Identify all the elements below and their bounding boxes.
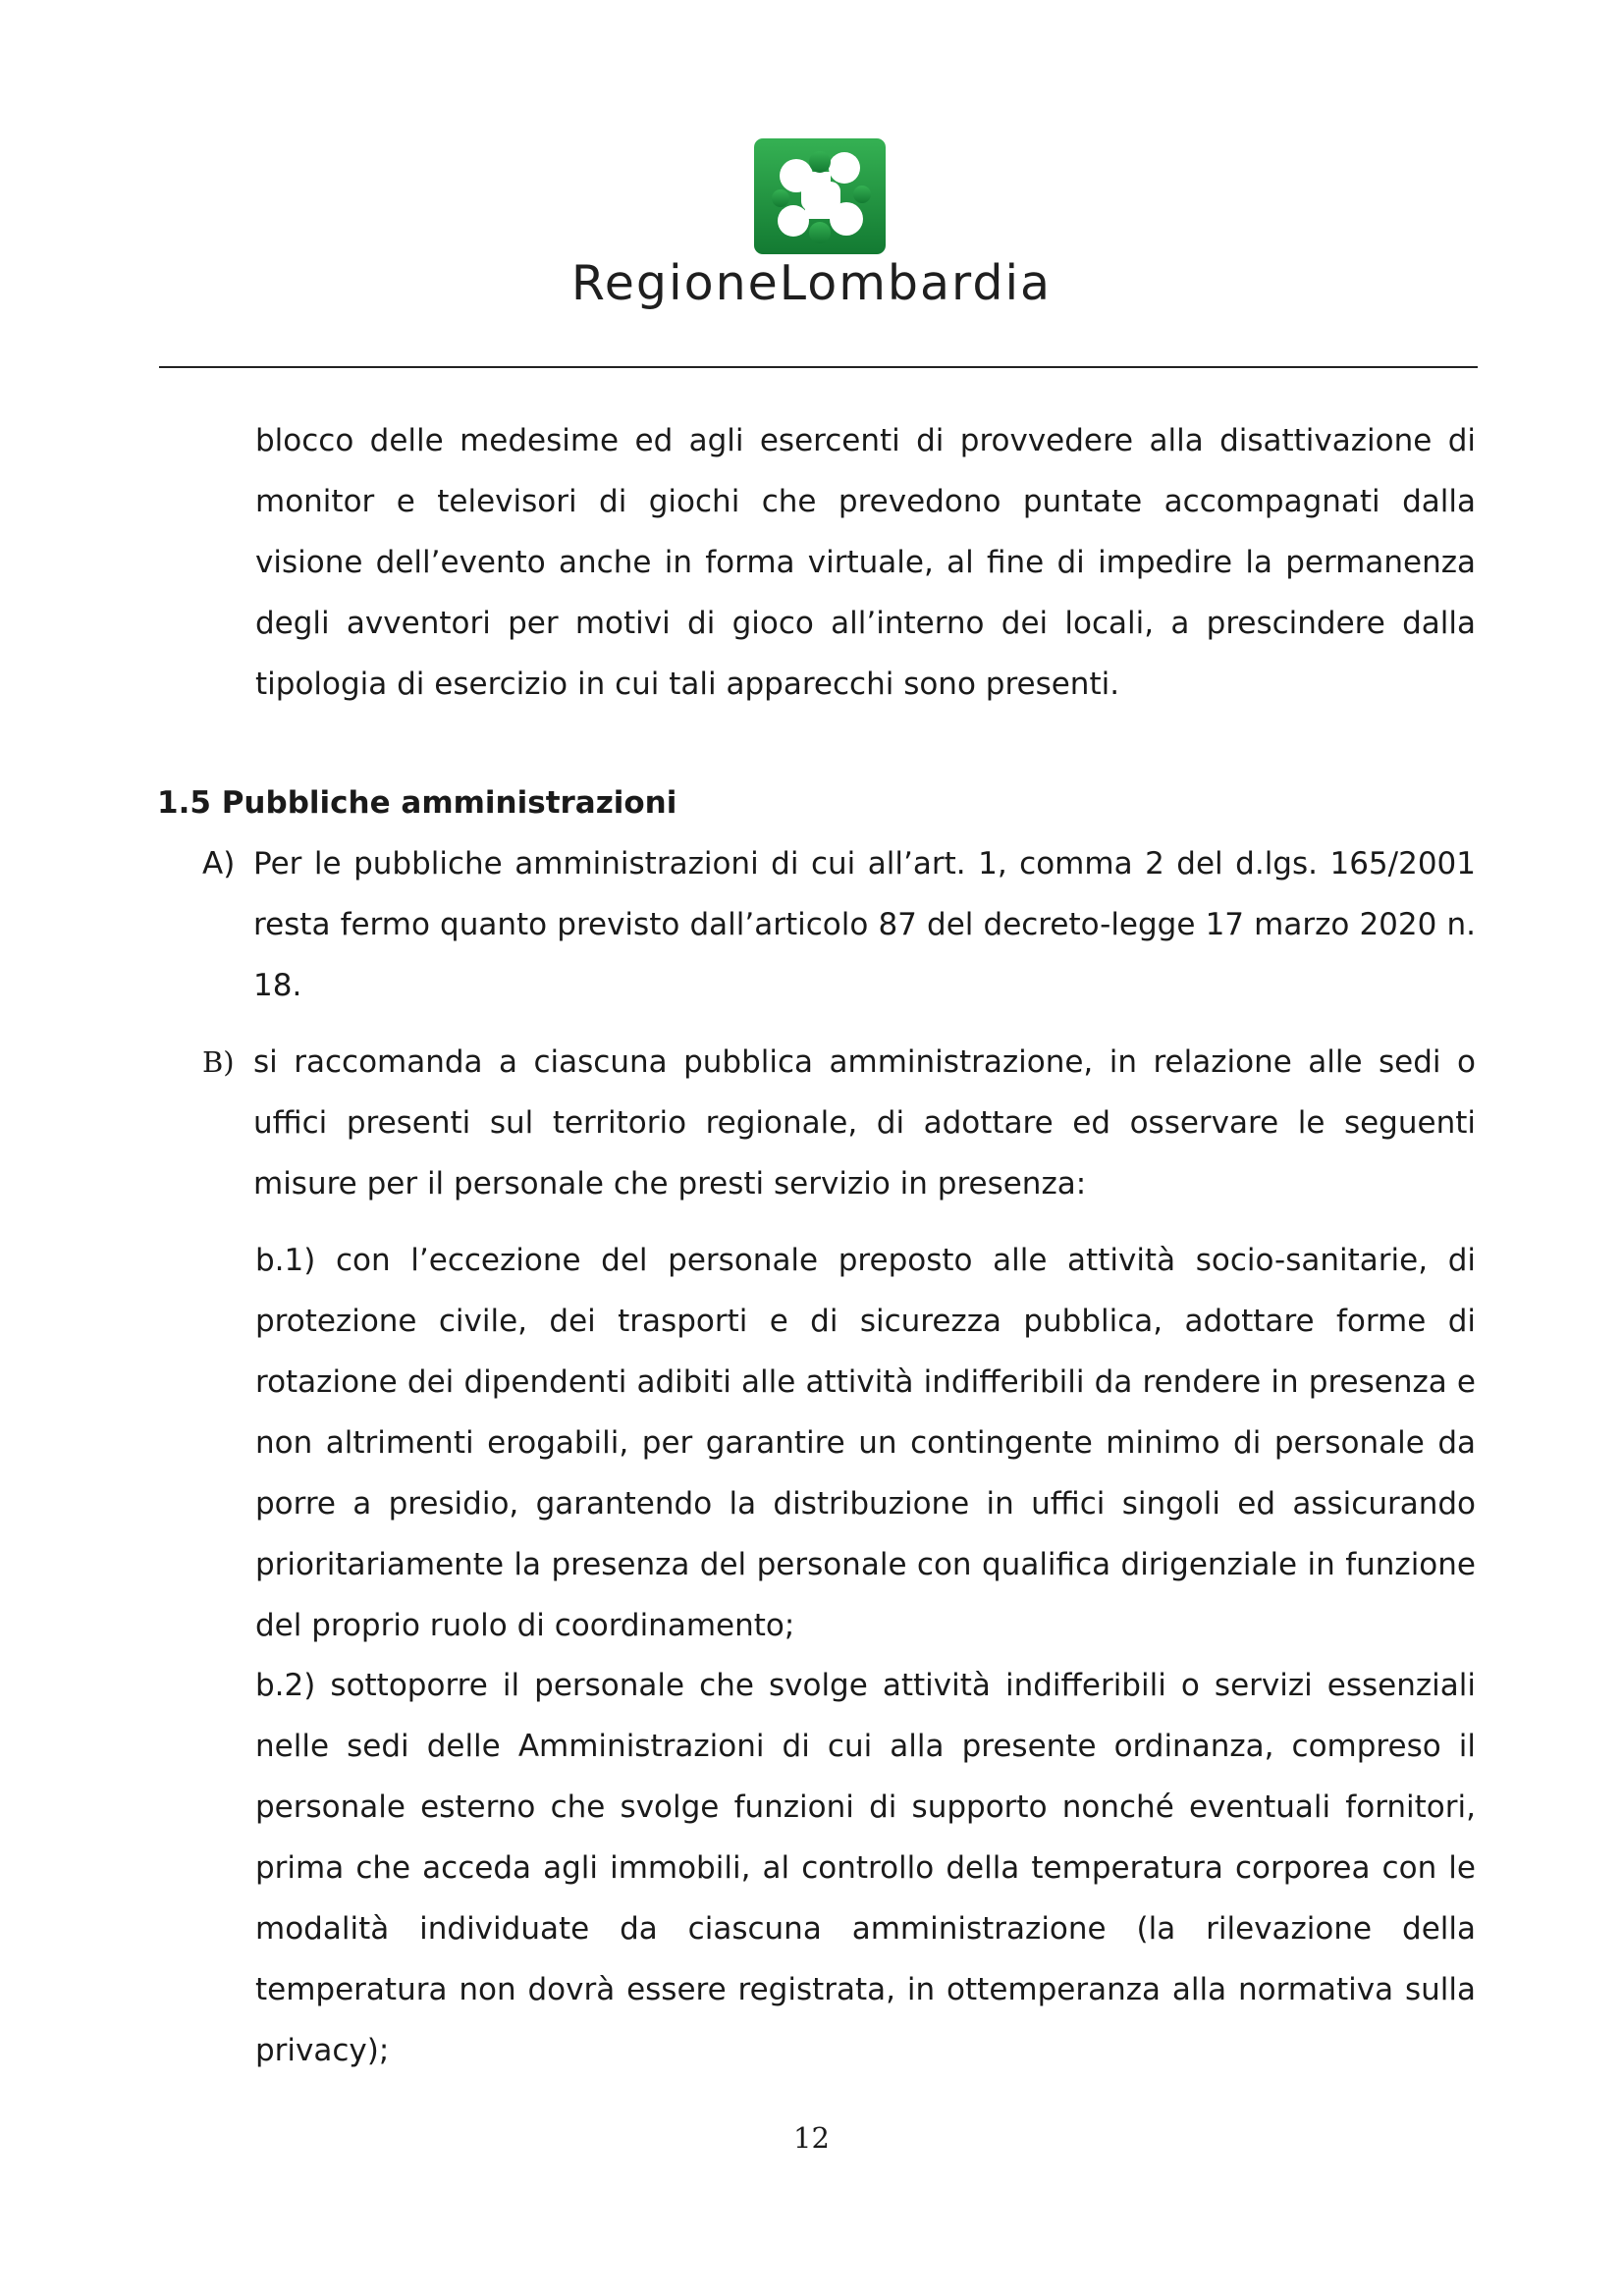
list-item-b: si raccomanda a ciascuna pubblica amministrazione, in relazione alle sedi o uffici presenti sul territorio regionale, di adottare ed osservare le seguenti misure per il personale che presti servizio in presenza: [253,1044,1476,1201]
intro-paragraph: blocco delle medesime ed agli esercenti di provvedere alla disattivazione di monitor e televisori di giochi che prevedono puntate accompagnati dalla visione dell’evento anche in forma virtuale, al fine di impedire la permanenza degli avventori per motivi di gioco all’interno dei locali, a prescindere dalla tipologia di esercizio in cui tali apparecchi sono presenti. [255,423,1476,702]
sub-item-b1: b.1) con l’eccezione del personale preposto alle attività socio-sanitarie, di protezione civile, dei trasporti e di sicurezza pubblica, adottare forme di rotazione dei dipendenti adibiti alle attività indifferibili da rendere in presenza e non altrimenti erogabili, per garantire un contingente minimo di personale da porre a presidio, garantendo la distribuzione in uffici singoli ed assicurando prioritariamente la presenza del personale con qualifica dirigenziale in funzione del proprio ruolo di coordinamento; [255,1243,1476,1643]
list-item-a: Per le pubbliche amministrazioni di cui all’art. 1, comma 2 del d.lgs. 165/2001 resta fermo quanto previsto dall’articolo 87 del decreto-legge 17 marzo 2020 n. 18. [253,846,1476,1003]
header-divider [159,366,1478,368]
page-number: 12 [793,2121,830,2155]
logo-wordmark: RegioneLombardia [570,255,1053,311]
regione-lombardia-logo-icon [754,138,886,254]
page-header [0,133,1623,329]
section-title: 1.5 Pubbliche amministrazioni [157,785,677,821]
list-marker-a: A) [202,846,236,881]
sub-item-b2: b.2) sottoporre il personale che svolge attività indifferibili o servizi essenziali nelle sedi delle Amministrazioni di cui alla presente ordinanza, compreso il personale esterno che svolge funzioni di supporto nonché eventuali fornitori, prima che acceda agli immobili, al controllo della temperatura corporea con le modalità individuate da ciascuna amministrazione (la rilevazione della temperatura non dovrà essere registrata, in ottemperanza alla normativa sulla privacy); [255,1668,1476,2068]
list-marker-b: B) [202,1045,235,1079]
